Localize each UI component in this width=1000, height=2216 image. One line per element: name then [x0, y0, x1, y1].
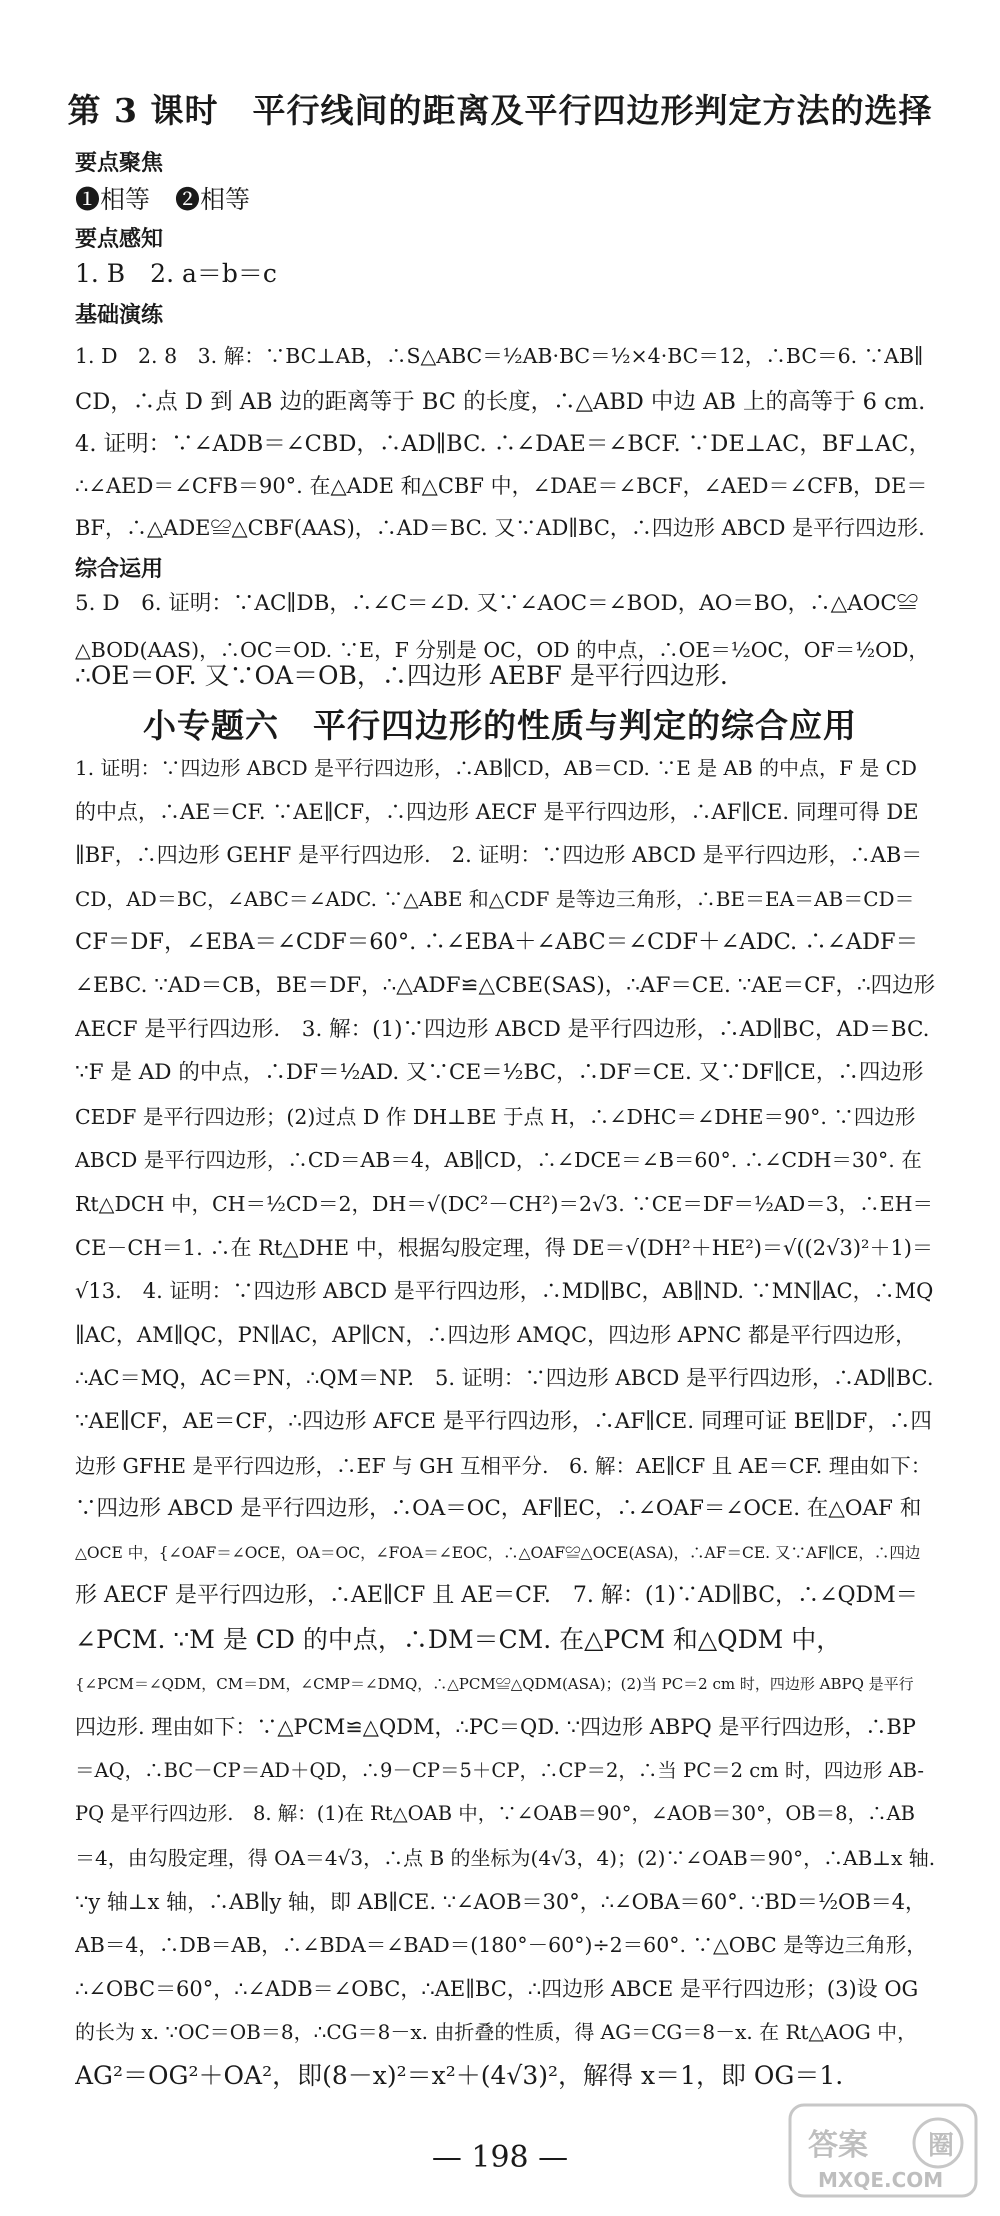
topic-answer-line: ∵AE∥CF，AE＝CF，∴四边形 AFCE 是平行四边形，∴AF∥CE. 同理可证 BE∥DF，∴四 [75, 1409, 932, 1434]
topic-answer-line: 的长为 x. ∵OC＝OB＝8，∴CG＝8－x. 由折叠的性质，得 AG＝CG＝8－x. 在 Rt△AOG 中， [75, 2020, 918, 2044]
topic-answer-line: AB＝4，∴DB＝AB，∴∠BDA＝∠BAD＝(180°－60°)÷2＝60°. ∵△OBC 是等边三角形， [75, 1933, 927, 1957]
topic-answer-line: ∥BF，∴四边形 GEHF 是平行四边形. 2. 证明：∵四边形 ABCD 是平行四边形，∴AB＝ [75, 843, 923, 867]
answer-line: CD，∴点 D 到 AB 边的距离等于 BC 的长度，∴△ABD 中边 AB 上的高等于 6 cm. [75, 389, 926, 415]
topic-answer-line: ＝AQ，∴BC－CP＝AD＋QD，∴9－CP＝5＋CP，∴CP＝2，∴当 PC＝2 cm 时，四边形 AB- [75, 1759, 924, 1782]
topic-answer-line: √13. 4. 证明：∵四边形 ABCD 是平行四边形，∴MD∥BC，AB∥ND. ∵MN∥AC，∴MQ [75, 1279, 934, 1303]
svg-text:圈: 圈 [928, 2131, 955, 2161]
topic-answer-line: CEDF 是平行四边形；(2)过点 D 作 DH⊥BE 于点 H，∴∠DHC＝∠DHE＝90°. ∵四边形 [75, 1105, 916, 1129]
topic-answer-line: ABCD 是平行四边形，∴CD＝AB＝4，AB∥CD，∴∠DCE＝∠B＝60°. ∴∠CDH＝30°. 在 [75, 1148, 922, 1172]
topic-answer-line: AG²＝OG²＋OA²，即(8－x)²＝x²＋(4√3)²，解得 x＝1，即 OG＝1. [75, 2061, 844, 2090]
topic-answer-line: CD，AD＝BC，∠ABC＝∠ADC. ∵△ABE 和△CDF 是等边三角形，∴BE＝EA＝AB＝CD＝ [75, 887, 915, 911]
topic-answer-line: ∵F 是 AD 的中点，∴DF＝½AD. 又∵CE＝½BC，∴DF＝CE. 又∵DF∥CE，∴四边形 [75, 1060, 924, 1085]
topic-answer-line: ∴∠OBC＝60°，∴∠ADB＝∠OBC，∴AE∥BC，∴四边形 ABCE 是平行四边形；(3)设 OG [75, 1977, 919, 2001]
topic-answer-line: ∵y 轴⊥x 轴，∴AB∥y 轴，即 AB∥CE. ∵∠AOB＝30°，∴∠OBA＝60°. ∵BD＝½OB＝4， [75, 1890, 927, 1914]
topic-answer-line: 四边形. 理由如下：∵△PCM≌△QDM，∴PC＝QD. ∵四边形 ABPQ 是平行四边形，∴BP [75, 1715, 916, 1739]
answer-line: △BOD(AAS)，∴OC＝OD. ∵E，F 分别是 OC，OD 的中点，∴OE＝½OC，OF＝½OD， [75, 638, 929, 662]
topic-answer-line: ∠EBC. ∵AD＝CB，BE＝DF，∴△ADF≌△CBE(SAS)，∴AF＝CE. ∵AE＝CF，∴四边形 [75, 973, 935, 998]
watermark-logo [788, 2103, 978, 2198]
topic-answer-line: 的中点，∴AE＝CF. ∵AE∥CF，∴四边形 AECF 是平行四边形，∴AF∥CE. 同理可得 DE [75, 800, 919, 824]
key-perception-answers: 1. B 2. a＝b＝c [75, 259, 277, 288]
section-key-perception: 要点感知 [75, 227, 164, 252]
key-focus-answers: ❶相等 ❷相等 [75, 185, 251, 214]
answer-line: BF，∴△ADE≌△CBF(AAS)，∴AD＝BC. 又∵AD∥BC，∴四边形 ABCD 是平行四边形. [75, 516, 925, 540]
topic-answer-line: CE－CH＝1. ∴在 Rt△DHE 中，根据勾股定理，得 DE＝√(DH²＋HE²)＝√((2√3)²＋1)＝ [75, 1236, 933, 1260]
topic-answer-line: 边形 GFHE 是平行四边形，∴EF 与 GH 互相平分. 6. 解：AE∥CF 且 AE＝CF. 理由如下： [75, 1454, 932, 1478]
topic-answer-line: ∴AC＝MQ，AC＝PN，∴QM＝NP. 5. 证明：∵四边形 ABCD 是平行四边形，∴AD∥BC. [75, 1366, 934, 1390]
answer-line: 4. 证明：∵∠ADB＝∠CBD，∴AD∥BC. ∴∠DAE＝∠BCF. ∵DE⊥AC，BF⊥AC， [75, 431, 932, 457]
topic-answer-line: ∥AC，AM∥QC，PN∥AC，AP∥CN，∴四边形 AMQC，四边形 APNC 都是平行四边形， [75, 1323, 917, 1347]
topic-answer-line: {∠PCM＝∠QDM，CM＝DM，∠CMP＝∠DMQ，∴△PCM≌△QDM(ASA)；(2)当 PC＝2 cm 时，四边形 ABPQ 是平行 [75, 1675, 914, 1693]
topic-answer-line: △OCE 中，{∠OAF＝∠OCE，OA＝OC，∠FOA＝∠EOC，∴△OAF≌△OCE(ASA)，∴AF＝CE. 又∵AF∥CE，∴四边 [75, 1544, 921, 1562]
topic-answer-line: 1. 证明：∵四边形 ABCD 是平行四边形，∴AB∥CD，AB＝CD. ∵E 是 AB 的中点，F 是 CD [75, 756, 917, 780]
answer-line: 1. D 2. 8 3. 解：∵BC⊥AB，∴S△ABC＝½AB·BC＝½×4·BC＝12，∴BC＝6. ∵AB∥ [75, 344, 924, 368]
svg-text:答案: 答案 [808, 2128, 868, 2163]
topic-answer-line: 形 AECF 是平行四边形，∴AE∥CF 且 AE＝CF. 7. 解：(1)∵AD∥BC，∴∠QDM＝ [75, 1583, 918, 1608]
lesson-title: 第 3 课时 平行线间的距离及平行四边形判定方法的选择 [67, 91, 933, 130]
page-number: — 198 — [431, 2140, 569, 2175]
topic-answer-line: AECF 是平行四边形. 3. 解：(1)∵四边形 ABCD 是平行四边形，∴AD∥BC，AD＝BC. [75, 1017, 930, 1042]
answer-line: ∴∠AED＝∠CFB＝90°. 在△ADE 和△CBF 中，∠DAE＝∠BCF，∠AED＝∠CFB，DE＝ [75, 474, 928, 498]
topic-title: 小专题六 平行四边形的性质与判定的综合应用 [143, 706, 857, 745]
section-key-focus: 要点聚焦 [75, 151, 164, 176]
answer-line: ∴OE＝OF. 又∵OA＝OB，∴四边形 AEBF 是平行四边形. [75, 661, 728, 690]
topic-answer-line: PQ 是平行四边形. 8. 解：(1)在 Rt△OAB 中，∵∠OAB＝90°，∠AOB＝30°，OB＝8，∴AB [75, 1802, 915, 1825]
topic-answer-line: ＝4，由勾股定理，得 OA＝4√3，∴点 B 的坐标为(4√3，4)；(2)∵∠OAB＝90°，∴AB⊥x 轴. [75, 1846, 935, 1870]
topic-answer-line: ∠PCM. ∵M 是 CD 的中点，∴DM＝CM. 在△PCM 和△QDM 中， [75, 1625, 842, 1654]
topic-answer-line: CF＝DF，∠EBA＝∠CDF＝60°. ∴∠EBA＋∠ABC＝∠CDF＋∠ADC. ∴∠ADF＝ [75, 929, 919, 955]
section-basic-practice: 基础演练 [75, 303, 164, 328]
answer-line: 5. D 6. 证明：∵AC∥DB，∴∠C＝∠D. 又∵∠AOC＝∠BOD，AO＝BO，∴△AOC≌ [75, 591, 919, 616]
topic-answer-line: Rt△DCH 中，CH＝½CD＝2，DH＝√(DC²－CH²)＝2√3. ∵CE＝DF＝½AD＝3，∴EH＝ [75, 1192, 934, 1216]
section-comprehensive: 综合运用 [75, 557, 164, 582]
svg-text:MXQE.COM: MXQE.COM [818, 2168, 944, 2192]
topic-answer-line: ∵四边形 ABCD 是平行四边形，∴OA＝OC，AF∥EC，∴∠OAF＝∠OCE. 在△OAF 和 [75, 1496, 922, 1521]
